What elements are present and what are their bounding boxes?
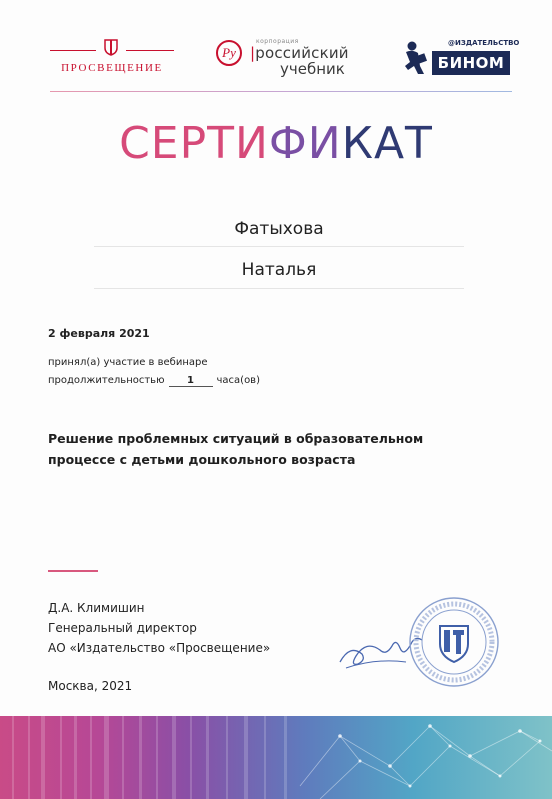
name-underline-2 [94, 288, 464, 289]
signer-position: Генеральный директор [48, 621, 197, 635]
rossiyskiy-uchebnik-logo [216, 38, 366, 78]
signature-accent-line [48, 570, 98, 572]
webinar-topic: Решение проблемных ситуаций в образовательном процессе с детьми дошкольного возраста [48, 431, 424, 467]
prosveshchenie-wordmark: ПРОСВЕЩЕНИЕ [61, 62, 163, 74]
binom-wordmark: БИНОМ [432, 51, 510, 75]
participation-text: принял(а) участие в вебинаре [48, 357, 208, 368]
footer-decoration [0, 716, 552, 799]
certificate-title: СЕРТИФИКАТ [119, 118, 433, 169]
ru-wordmark-line1: |российский [250, 44, 349, 62]
footer-network-lines [0, 716, 552, 799]
publisher-stamp-icon [408, 596, 500, 688]
binom-logo [402, 38, 520, 78]
recipient-first-name: Наталья [241, 260, 317, 280]
duration-line [48, 375, 260, 387]
duration-label: продолжительностью [48, 375, 165, 386]
duration-value: 1 [169, 375, 213, 387]
header-divider [50, 91, 512, 92]
duration-unit: часа(ов) [216, 375, 260, 386]
ru-corporation-label: корпорация [256, 38, 299, 45]
prosveshchenie-logo [50, 38, 174, 78]
ru-wordmark-line2: учебник [280, 60, 345, 78]
event-date: 2 февраля 2021 [48, 327, 150, 340]
logo-line-right [126, 50, 174, 51]
reading-figure-icon [402, 40, 428, 76]
prosveshchenie-shield-icon [102, 38, 120, 56]
signer-name: Д.А. Климишин [48, 601, 145, 615]
logo-line-left [50, 50, 96, 51]
city-year: Москва, 2021 [48, 679, 133, 693]
signer-organization: АО «Издательство «Просвещение» [48, 641, 271, 655]
binom-small-label: @ИЗДАТЕЛЬСТВО [448, 39, 520, 47]
recipient-last-name: Фатыхова [234, 219, 324, 239]
name-underline-1 [94, 246, 464, 247]
ru-circle-icon: Ру [216, 40, 242, 66]
